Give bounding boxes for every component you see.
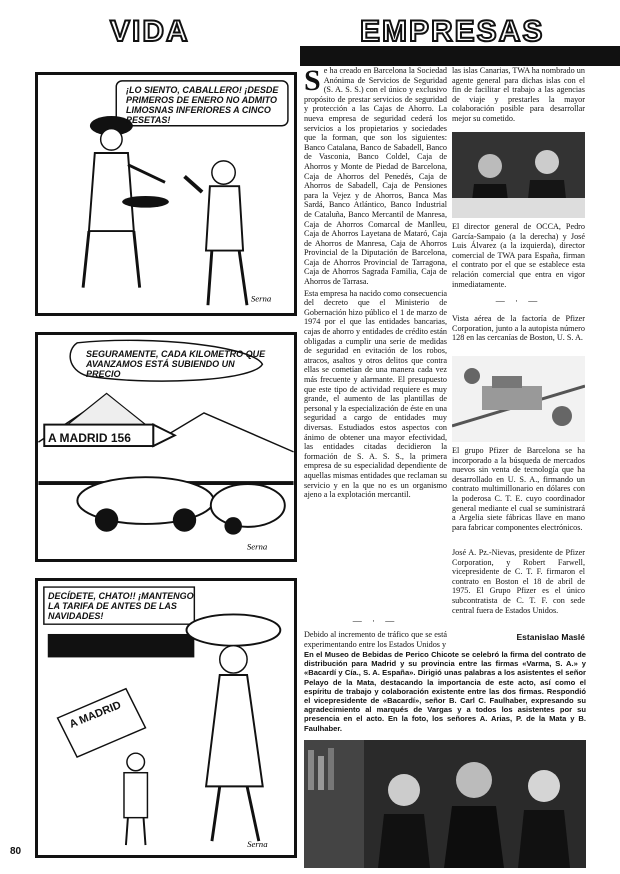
cartoon-taxi (35, 578, 297, 858)
drop-cap: S (304, 66, 321, 97)
pfizer-contract: José A. Pz.-Nievas, presidente de Pfizer Corporation, y Robert Farwell, vicepresidente de C. T. F. firmaron el contrato en Boston el 18 de abril de 1975. El Grupo Pfizer es el único subcontratista de C. T. F. con sede central fuera de Estados Unidos. (452, 548, 585, 615)
author-signature: Estanislao Maslé (516, 632, 585, 642)
madrid-road-sign: A MADRID 156 (48, 431, 131, 445)
cartoon-beggar (35, 72, 297, 316)
separator: — · — (495, 296, 542, 306)
cartoon3-speech: DECÍDETE, CHATO!! ¡MANTENGO LA TARIFA DE ANTES DE LAS NAVIDADES! (48, 591, 194, 621)
madrid-direction-sign: A MADRID (67, 699, 123, 731)
article-twa-continued: las islas Canarias, TWA ha nombrado un agente general para dichas islas con el fin de facilitar el trabajo a las agencias de viaje y prestarles la mayor colaboración posible para desarrollar mejor su cometido. (452, 66, 585, 123)
pfizer-aerial-caption: Vista aérea de la factoría de Pfizer Corporation, junto a la autopista número 128 en las cercanías de Boston, U. S. A. (452, 314, 585, 343)
twa-signing-photo (452, 132, 585, 218)
cartoon1-signature: Serna (250, 293, 272, 304)
cartoon2-speech: SEGURAMENTE, CADA KILOMETRO QUE AVANZAMOS ESTÁ SUBIENDO UN PRECIO (86, 349, 266, 379)
bacardi-article: En el Museo de Bebidas de Perico Chicote se celebró la firma del contrato de distribución para Madrid y su provincia entre las firmas «Varma, S. A.» y «Bacardí y Cía., S. A. España». Dirigió unas palabras a los asistentes el señor Pelayo de la Mata, destacando la importancia de este acto, así como el espíritu de trabajo y colaboración existente entre las dos firmas. Respondió el vicepresidente de «Bacardí», señor B. Carl C. Faulhaber, expresando su agradecimiento al marqués de Vargas y a todos los asistentes por su presencia en el acto. En la foto, los señores A. Arias, P. de la Mata y B. Faulhaber. (304, 650, 586, 733)
bacardi-event-photo (304, 740, 586, 868)
article-twa-intro: Debido al incremento de tráfico que se está experimentando entre los Estados Unidos y (304, 630, 447, 649)
cartoon3-signature: Serna (247, 838, 268, 849)
cartoon-road (35, 332, 297, 562)
event-photo-content (304, 740, 586, 868)
separator: — · — (352, 616, 399, 626)
cartoon1-speech: ¡LO SIENTO, CABALLERO! ¡DESDE PRIMEROS DE ENERO NO ADMITO LIMOSNAS INFERIORES A CINCO PESETAS! (126, 85, 279, 125)
article-security-column (304, 66, 447, 614)
pfizer-article: El grupo Pfizer de Barcelona se ha incorporado a la búsqueda de mercados nuevos sin venta de tecnología que ha desarrollado en U. S. A., firmando un contrato multimillonario en dólares con la poderosa C. T. E. cuyo coordinador general mediante el cual se suministrará a Argelia siete fábricas llave en mano para fabricar componentes electrónicos. (452, 446, 585, 532)
article-paragraph: Esta empresa ha nacido como consecuencia del decreto que el Ministerio de Gobernación hizo público el 1 de marzo de 1974 por el que las entidades bancarias, cajas de ahorro y entidades de crédito están obligadas a cumplir una serie de medidas de seguridad en evitación de los robos, atracos, asaltos y otros delitos que contra ellas se cometían de una manera cada vez más frecuente y alarmante. El presupuesto que este tipo de actividad requiere es muy grande, el aumento de las plantillas de personal y la especialización de éste en una seguridad a cargo de entidades muy diversas. Estudiados estos aspectos con ánimo de obtener una mayor efectividad, las entidades citadas decidieron la formación de S. A. S. S., la primera empresa de su especialidad dependiente de aquellas mismas entidades que reclaman su servicio y en la que no es un organismo ajeno a la explotación mercantil. (304, 288, 447, 500)
pfizer-aerial-photo (452, 356, 585, 442)
cartoon2-signature: Serna (246, 541, 268, 552)
aerial-content (452, 356, 585, 442)
section-title-empresas: EMPRESAS (360, 15, 545, 48)
photo-content (452, 132, 585, 218)
twa-caption: El director general de OCCA, Pedro García-Sampaio (a la derecha) y José Luis Álvarez (a la izquierda), director comercial de TWA para España, firman el contrato por el que se establece esta relación comercial que entra en vigor inmediatamente. (452, 222, 585, 289)
section-title-vida: VIDA (110, 15, 190, 48)
article-paragraph: e ha creado en Barcelona la Sociedad Anónima de Servicios de Seguridad (S. A. S. S.) con el único y exclusivo propósito de prestar servicios de seguridad y protección a las Cajas de Ahorro. La nueva empresa de seguridad cederá los servicios a los propietarios y sociedades que la forman, que son los siguientes: Banco Catalana, Banco de Sabadell, Banco de Vasconia, Banco Coldel, Caja de Ahorros y Monte de Piedad de Barcelona, Caja de Ahorros del Penedés, Caja de Ahorros de Sabadell, Caja de Pensiones para la Vejez y de Ahorros, Banca Mas Sardá, Banco Atlántico, Banco Industrial de Cataluña, Banco Mercantil de Manresa, Caja de Ahorros Comarcal de Manlleu, Caja de Ahorros Layetana de Mataró, Caja de Ahorros de Manresa, Caja de Ahorros Provincial de la Diputación de Barcelona, Caja de Ahorros Provincial de Tarragona, Caja de Ahorros Sagrada Familia, Caja de Ahorros de Tarrasa. (304, 66, 447, 287)
page-number: 80 (10, 846, 22, 857)
